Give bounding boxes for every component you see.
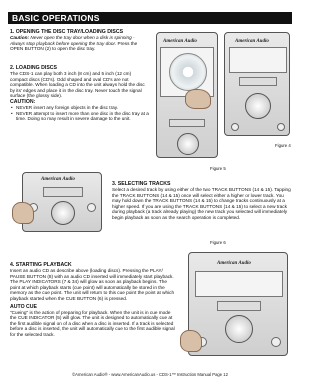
display-screen xyxy=(169,119,205,127)
brand-logo: American Audio xyxy=(217,261,251,266)
display-screen xyxy=(217,301,261,311)
display-screen xyxy=(43,187,83,197)
section4-body: Insert an audio CD as describe above (loading discs). Pressing the PLAY/ PAUSE BUTTON (8) with an audio CD inserted will immediately start playback. The PLAY INDICATORS (7 & 34) will glow as soon as playback begins. The point at which playback starts (cue point) will automatically be stored in the memory as the cue point. The unit will return to this cue point the point at which playback started when the CUE BUTTON (6) is pressed. xyxy=(10,268,175,301)
jog-wheel-icon xyxy=(245,93,271,119)
caution-list xyxy=(10,105,150,122)
section3-body: Select a desired track by using either of the two TRACK BUTTONS (14 & 15). Tapping the TRACK BUTTONS (14 & 15) once will select either a higher or lower track. You may hold down the TRACK BUTTONS (14 & 15) to change tracks continuously at a higher speed. If you are using the TRACK BUTTONS (14 & 15) to select a new track during playback (a track already playing) the new track you selected will immediately begin playback as soon as the search operation is completed. xyxy=(112,187,291,220)
figure-6-caption: Figure 6 xyxy=(210,240,226,245)
jog-wheel-icon xyxy=(225,315,253,343)
cue-button-icon xyxy=(277,123,285,131)
brand-logo: American Audio xyxy=(41,177,75,182)
section2-caution-heading: CAUTION: xyxy=(10,98,36,105)
track-buttons-illustration xyxy=(12,168,108,236)
hand-icon xyxy=(12,202,34,224)
autocue-body: "Cueing" is the action of preparing for playback. When the unit is in cue mode the CUE INDICATOR (5) will glow. The unit is designed to automatically cue at the first audible signal on of a disc when a disc is inserted. If a track is selected before a disc is inserted, the unit will automatically cue to the first audible signal for the selected track. xyxy=(10,309,175,337)
hand-icon xyxy=(185,89,211,109)
section4-block xyxy=(10,262,178,338)
section1-heading: 1. OPENING THE DISC TRAY/LOADING DISCS xyxy=(10,29,124,35)
section-title-bar xyxy=(8,12,292,24)
section3-block xyxy=(112,181,292,221)
figure-5-illustration xyxy=(152,30,220,162)
section1-block xyxy=(10,29,150,52)
section2-heading: 2. LOADING DISCS xyxy=(10,65,57,71)
brand-logo: American Audio xyxy=(163,39,197,44)
figure-4-illustration xyxy=(222,30,294,140)
display-screen xyxy=(239,77,277,86)
page-footer: ©American Audio® - www.AmericanAudio.us - CDS-1™ Instruction Manual Page 12 xyxy=(72,372,228,377)
section2-body: The CDS-1 can play both 3 inch (8 cm) and 5 inch (12 cm) compact discs (CD's). Odd shaped and oval CD's are not compatible. When loading a CD into the unit always hold the disc by its' edges and place it in the disc tray. Never touch the signal surface (the glossy side). xyxy=(10,71,145,99)
play-button-icon xyxy=(231,123,239,131)
jog-wheel-icon xyxy=(51,201,75,225)
section-title: BASIC OPERATIONS xyxy=(12,13,100,23)
section1-body: Press the OPEN BUTTON (2) to open the disc tray. xyxy=(10,40,138,52)
jog-wheel-icon xyxy=(177,133,199,155)
player-body-fig5 xyxy=(156,32,218,158)
closed-disc-tray xyxy=(229,47,287,73)
section3-heading: 3. SELECTING TRACKS xyxy=(112,181,171,187)
section4-heading: 4. STARTING PLAYBACK xyxy=(10,262,72,268)
autocue-heading: AUTO CUE xyxy=(10,303,37,310)
figure-6-illustration xyxy=(180,250,292,360)
player-body-fig6 xyxy=(188,252,288,356)
player-body-fig4 xyxy=(224,32,290,136)
caution-item: • NEVER attempt to insert more than one disc in the disc tray at a time. Doing so may result in severe damage to the unit. xyxy=(10,111,150,122)
caution-label: Caution: xyxy=(10,35,30,40)
cue-button-icon xyxy=(271,337,281,347)
caution-item: • NEVER insert any foreign objects in the disc tray. xyxy=(10,105,150,111)
section1-caution xyxy=(10,35,150,52)
figure-5-caption: Figure 5 xyxy=(210,166,226,171)
figure-4-caption: Figure 4 xyxy=(275,143,291,148)
closed-disc-tray xyxy=(195,271,283,297)
player-body-fig-tracks xyxy=(22,172,102,232)
cd-disc-icon xyxy=(169,53,207,91)
hand-icon xyxy=(180,330,202,352)
track-button-icon xyxy=(87,203,96,212)
brand-logo: American Audio xyxy=(235,39,269,44)
caution-text: Never open the tray door when a disk is spinning - Always stop playback before opening the tray door. xyxy=(10,35,135,46)
section2-block xyxy=(10,65,150,122)
